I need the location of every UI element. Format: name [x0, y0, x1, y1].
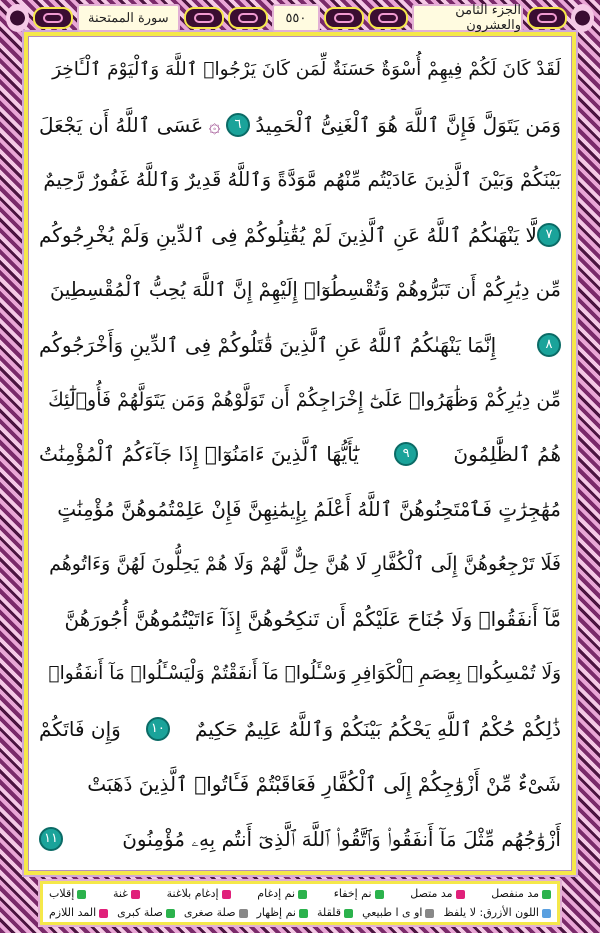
verse-text: لَقَدْ كَانَ لَكُمْ فِيهِمْ أُسْوَةٌ حَسَنَةٌ لِّمَن كَانَ يَرْجُوا۟ ٱللَّهَ وَٱلْيَوْمَ ٱلْـَٔاخِرَ — [52, 59, 561, 80]
color-swatch-icon — [375, 890, 384, 899]
legend-label: صلة صغرى — [183, 906, 236, 919]
legend-label: غنة — [112, 887, 128, 900]
legend-label: إدغام بلاغنة — [166, 887, 219, 900]
ayah-number-marker: ١١ — [39, 827, 63, 851]
verse-text: أَزْوَٰجُهُم مِّثْلَ مَآ أَنفَقُوا۟ وَٱتَّقُوا۟ ٱللَّهَ ٱلَّذِىٓ أَنتُم بِهِۦ مُؤْمِنُونَ — [122, 826, 561, 851]
color-swatch-icon — [239, 909, 248, 918]
verse-line — [39, 757, 561, 811]
color-swatch-icon — [456, 890, 465, 899]
legend-label: نم إخفاء — [333, 887, 372, 900]
verse-text: عَسَى ٱللَّهُ أَن يَجْعَلَ — [39, 112, 204, 137]
verse-text: مُهَٰجِرَٰتٍ فَٱمْتَحِنُوهُنَّ ٱللَّهُ أَعْلَمُ بِإِيمَٰنِهِنَّ فَإِنْ عَلِمْتُمُوهُنَّ مُؤْمِنَٰتٍ — [57, 497, 561, 522]
legend-item — [113, 887, 140, 900]
legend-label: قلقلة — [317, 906, 342, 919]
ornament-icon — [324, 7, 364, 29]
verse-line — [39, 318, 561, 372]
legend-item — [117, 906, 175, 919]
corner-ornament-icon — [6, 4, 29, 32]
color-swatch-icon — [299, 909, 308, 918]
legend-item — [362, 906, 434, 919]
ornament-icon — [33, 7, 73, 29]
ayah-number-marker: ٩ — [394, 442, 418, 466]
ornament-icon — [184, 7, 224, 29]
color-swatch-icon — [298, 890, 307, 899]
legend-item — [167, 887, 231, 900]
verse-text: هُمُ ٱلظَّٰلِمُونَ — [453, 442, 561, 467]
legend-label: نم إدغام — [257, 887, 296, 900]
verse-line — [39, 537, 561, 591]
color-swatch-icon — [77, 890, 86, 899]
verse-line — [39, 263, 561, 317]
verse-text: فَلَا تَرْجِعُوهُنَّ إِلَى ٱلْكُفَّارِ لَا هُنَّ حِلٌّ لَّهُمْ وَلَا هُمْ يَحِلُّونَ لَهُنَّ وَءَاتُوهُم — [49, 553, 561, 576]
verse-text: بَيْنَكُمْ وَبَيْنَ ٱلَّذِينَ عَادَيْتُم مِّنْهُم مَّوَدَّةً وَٱللَّهُ قَدِيرٌ وَٱللَّهُ غَفُورٌ رَّحِيمٌ — [43, 167, 561, 191]
color-swatch-icon — [131, 890, 140, 899]
verse-line — [39, 647, 561, 701]
verse-lines — [39, 43, 561, 866]
ornament-icon — [368, 7, 408, 29]
legend-item — [491, 887, 551, 900]
page-header — [6, 4, 594, 32]
legend-label: نم إظهار — [256, 906, 296, 919]
legend-item — [49, 906, 108, 919]
verse-text: شَىْءٌ مِّنْ أَزْوَٰجِكُمْ إِلَى ٱلْكُفَّارِ فَعَاقَبْتُمْ فَـَٔاتُوا۟ ٱلَّذِينَ ذَهَبَتْ — [87, 771, 561, 796]
surah-name: سورة الممتحنة — [77, 4, 179, 32]
ornament-icon — [527, 7, 567, 29]
legend-item — [317, 906, 353, 919]
verse-text: يَٰٓأَيُّهَا ٱلَّذِينَ ءَامَنُوٓا۟ إِذَا جَآءَكُمُ ٱلْمُؤْمِنَٰتُ — [39, 442, 359, 467]
legend-item — [257, 887, 307, 900]
verse-line — [39, 373, 561, 427]
legend-label: مد منفصل — [491, 887, 539, 900]
ayah-number-marker: ٧ — [537, 223, 561, 247]
ornament-icon — [228, 7, 268, 29]
verse-text: مَّآ أَنفَقُوا۟ وَلَا جُنَاحَ عَلَيْكُمْ أَن تَنكِحُوهُنَّ إِذَآ ءَاتَيْتُمُوهُنَّ أُجُورَهُنَّ — [64, 607, 561, 632]
color-swatch-icon — [344, 909, 353, 918]
verse-line — [39, 702, 561, 756]
legend-label: او ى ا طبيعي — [362, 906, 423, 919]
color-swatch-icon — [166, 909, 175, 918]
verse-text: وَلَا تُمْسِكُوا۟ بِعِصَمِ ٱلْكَوَافِرِ وَسْـَٔلُوا۟ مَآ أَنفَقْتُمْ وَلْيَسْـَٔلُوا۟ مَآ أَنفَقُوا۟ — [48, 663, 561, 685]
verse-line — [39, 427, 561, 481]
legend-label: مد متصل — [410, 887, 453, 900]
legend-item — [444, 906, 551, 919]
verse-line — [39, 812, 561, 866]
quran-text-area — [28, 36, 572, 871]
color-swatch-icon — [425, 909, 434, 918]
ayah-number-marker: ٦ — [226, 113, 250, 137]
legend-label: صلة كبرى — [117, 906, 163, 919]
legend-row-1 — [49, 887, 551, 900]
legend-item — [257, 906, 308, 919]
legend-item — [49, 887, 86, 900]
verse-line — [39, 153, 561, 207]
tajweed-legend — [40, 881, 560, 925]
verse-line — [39, 98, 561, 152]
verse-text: لَّا يَنْهَىٰكُمُ ٱللَّهُ عَنِ ٱلَّذِينَ لَمْ يُقَٰتِلُوكُمْ فِى ٱلدِّينِ وَلَمْ يُخْرِجُوكُم — [39, 222, 537, 247]
color-swatch-icon — [542, 890, 551, 899]
legend-item — [410, 887, 464, 900]
page-number: ٥٥٠ — [272, 4, 320, 32]
rub-el-hizb-icon: ۞ — [208, 112, 221, 137]
legend-label: المد اللازم — [49, 906, 97, 919]
verse-text: ذَٰلِكُمْ حُكْمُ ٱللَّهِ يَحْكُمُ بَيْنَكُمْ وَٱللَّهُ عَلِيمٌ حَكِيمٌ — [194, 717, 561, 742]
legend-row-2 — [49, 906, 551, 919]
juz-name: الجزء الثامن والعشرون — [412, 4, 523, 32]
verse-text: وَإِن فَاتَكُمْ — [39, 717, 121, 742]
color-swatch-icon — [542, 909, 551, 918]
verse-line — [39, 482, 561, 536]
verse-line — [39, 592, 561, 646]
ayah-number-marker: ٨ — [537, 333, 561, 357]
color-swatch-icon — [99, 909, 108, 918]
legend-item — [334, 887, 384, 900]
legend-item — [184, 906, 248, 919]
verse-text: وَمَن يَتَوَلَّ فَإِنَّ ٱللَّهَ هُوَ ٱلْغَنِىُّ ٱلْحَمِيدُ — [255, 112, 561, 137]
verse-line — [39, 208, 561, 262]
legend-label: إقلاب — [49, 887, 75, 900]
verse-line — [39, 43, 561, 97]
color-swatch-icon — [222, 890, 231, 899]
ayah-number-marker: ١٠ — [146, 717, 170, 741]
legend-label: اللون الأزرق: لا يلفظ — [443, 906, 539, 919]
verse-text: إِنَّمَا يَنْهَىٰكُمُ ٱللَّهُ عَنِ ٱلَّذِينَ قَٰتَلُوكُمْ فِى ٱلدِّينِ وَأَخْرَجُوكُم — [39, 332, 497, 357]
verse-text: مِّن دِيَٰرِكُمْ أَن تَبَرُّوهُمْ وَتُقْسِطُوٓا۟ إِلَيْهِمْ إِنَّ ٱللَّهَ يُحِبُّ ٱلْمُقْسِطِينَ — [50, 277, 561, 301]
verse-text: مِّن دِيَٰرِكُمْ وَظَٰهَرُوا۟ عَلَىٰٓ إِخْرَاجِكُمْ أَن تَوَلَّوْهُمْ وَمَن يَتَوَلَّهُمْ فَأُو۟لَٰٓئِكَ — [48, 388, 561, 411]
corner-ornament-icon — [571, 4, 594, 32]
